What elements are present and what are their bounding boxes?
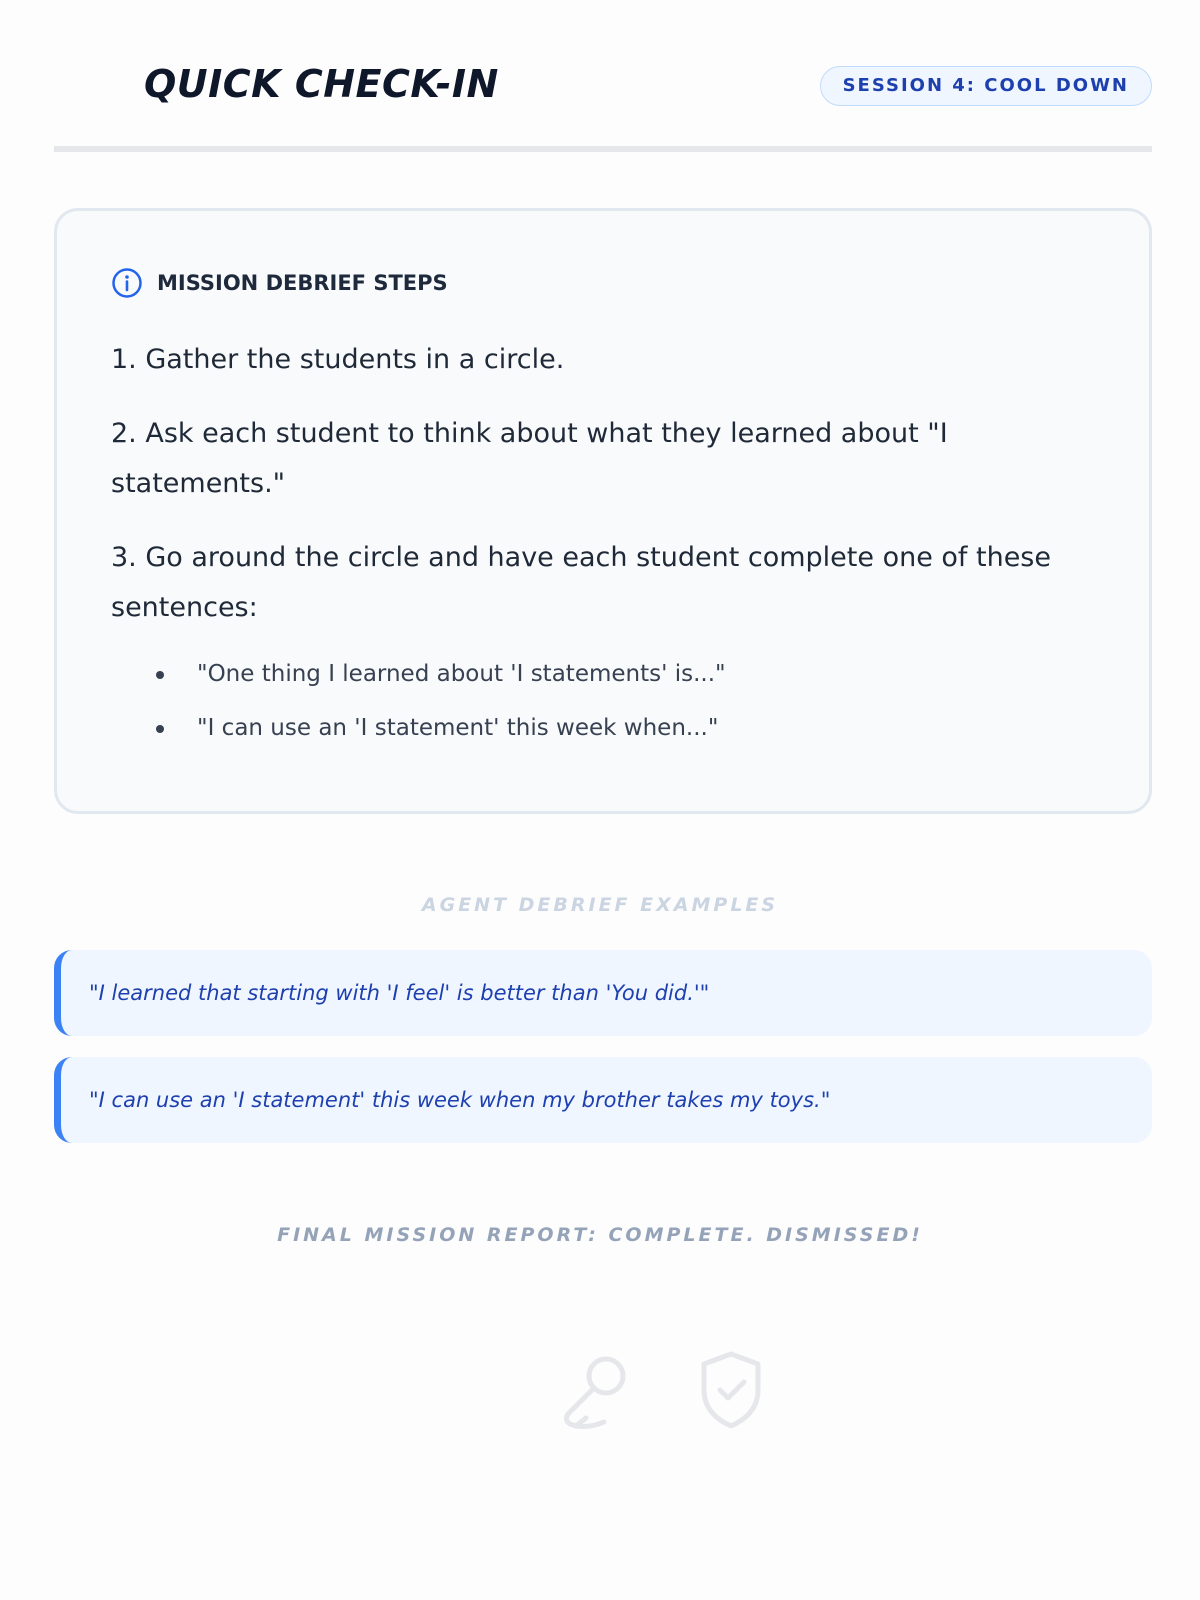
sentence-starters-list <box>145 658 726 766</box>
info-icon <box>111 267 143 299</box>
footer-icons <box>560 1348 768 1432</box>
sentence-starter-text: "One thing I learned about 'I statements' is..." <box>197 661 726 687</box>
microphone-icon <box>560 1348 634 1432</box>
example-quote: "I can use an 'I statement' this week when my brother takes my toys." <box>54 1057 1152 1143</box>
card-title: MISSION DEBRIEF STEPS <box>157 271 448 295</box>
sentence-starter <box>145 658 726 690</box>
session-badge: SESSION 4: COOL DOWN <box>820 66 1152 106</box>
sentence-starter-text: "I can use an 'I statement' this week when..." <box>197 715 719 741</box>
debrief-steps-card <box>54 208 1152 814</box>
examples-label: AGENT DEBRIEF EXAMPLES <box>421 894 779 916</box>
page-header <box>54 0 1152 152</box>
step-item: 1. Gather the students in a circle. <box>111 344 565 375</box>
card-header <box>111 267 448 299</box>
step-item: 2. Ask each student to think about what they learned about "I statements." <box>111 418 948 499</box>
steps-list <box>111 335 1071 657</box>
sentence-starter <box>145 712 726 744</box>
page-title: QUICK CHECK-IN <box>144 62 499 106</box>
final-report-note: FINAL MISSION REPORT: COMPLETE. DISMISSED! <box>277 1224 923 1246</box>
step-item: 3. Go around the circle and have each student complete one of these sentences: <box>111 542 1051 623</box>
bullet-dot <box>156 671 164 679</box>
shield-check-icon <box>694 1348 768 1432</box>
bullet-dot <box>156 725 164 733</box>
example-quote: "I learned that starting with 'I feel' is better than 'You did.'" <box>54 950 1152 1036</box>
